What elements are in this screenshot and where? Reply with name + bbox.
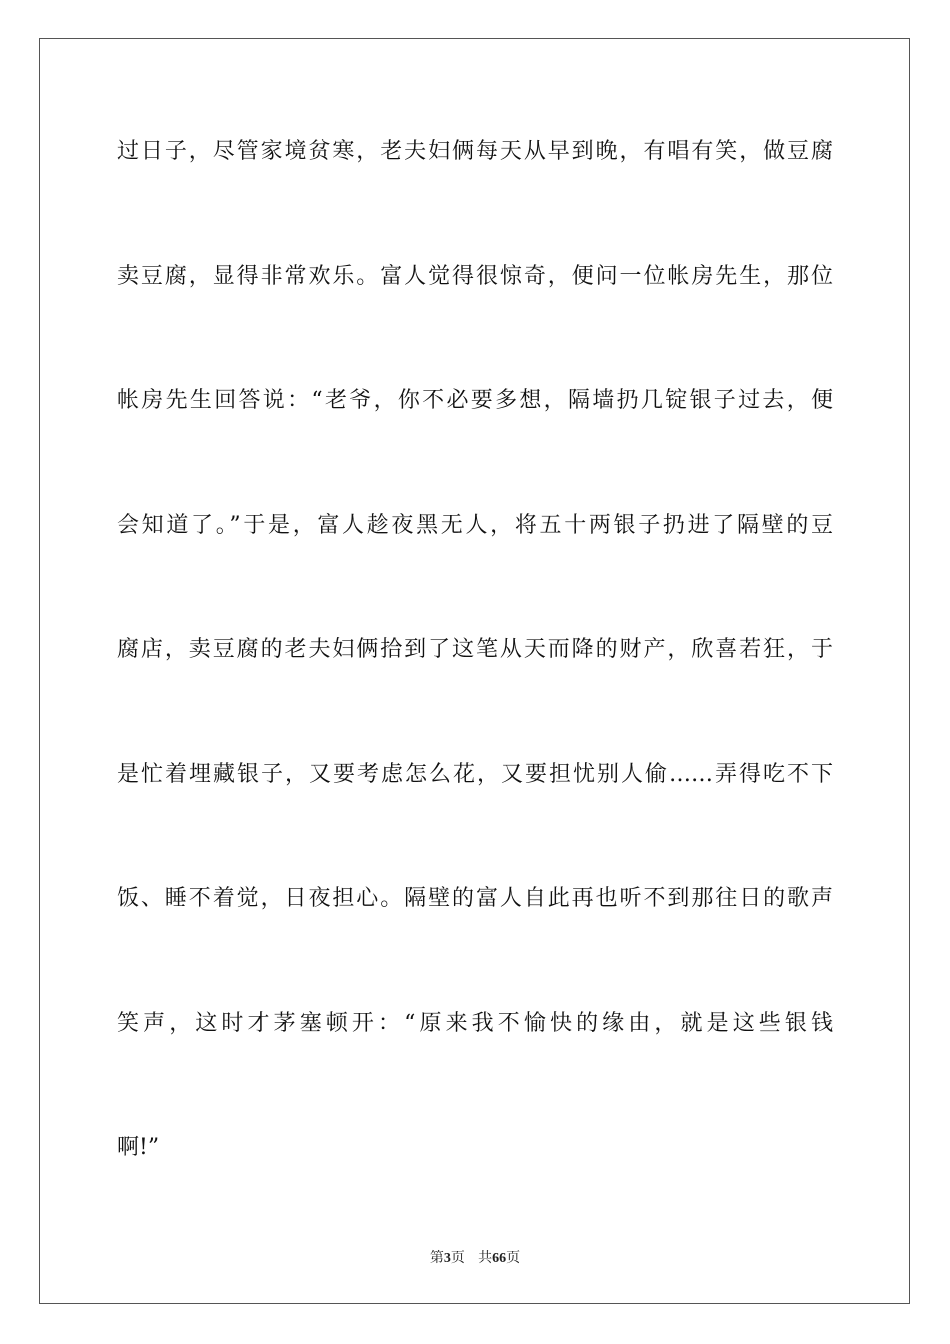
text-line-7: 饭、睡不着觉，日夜担心。隔壁的富人自此再也听不到那往日的歌声 <box>117 886 833 911</box>
text-line-6: 是忙着埋藏银子，又要考虑怎么花，又要担忧别人偷……弄得吃不下 <box>117 761 833 787</box>
body-text <box>117 122 833 1243</box>
total-suffix: 页 <box>506 1250 521 1266</box>
page-footer <box>0 1249 950 1268</box>
page-number: 3 <box>443 1251 451 1266</box>
text-line-3: 帐房先生回答说：“老爷，你不必要多想，隔墙扔几锭银子过去，便 <box>117 388 833 413</box>
text-line-8: 笑声，这时才茅塞顿开：“原来我不愉快的缘由，就是这些银钱 <box>117 1010 833 1036</box>
text-line-2: 卖豆腐，显得非常欢乐。富人觉得很惊奇，便问一位帐房先生，那位 <box>117 263 833 289</box>
text-line-4: 会知道了。”于是，富人趁夜黑无人，将五十两银子扔进了隔壁的豆 <box>117 512 833 538</box>
total-pages: 66 <box>492 1251 507 1266</box>
text-line-9: 啊!” <box>117 1135 160 1160</box>
text-line-1: 过日子，尽管家境贫寒，老夫妇俩每天从早到晚，有唱有笑，做豆腐 <box>117 139 833 164</box>
page-prefix: 第 <box>429 1250 444 1266</box>
text-line-5: 腐店，卖豆腐的老夫妇俩拾到了这笔从天而降的财产，欣喜若狂，于 <box>117 637 833 662</box>
total-prefix: 共 <box>478 1250 493 1266</box>
page-suffix: 页 <box>450 1250 465 1266</box>
